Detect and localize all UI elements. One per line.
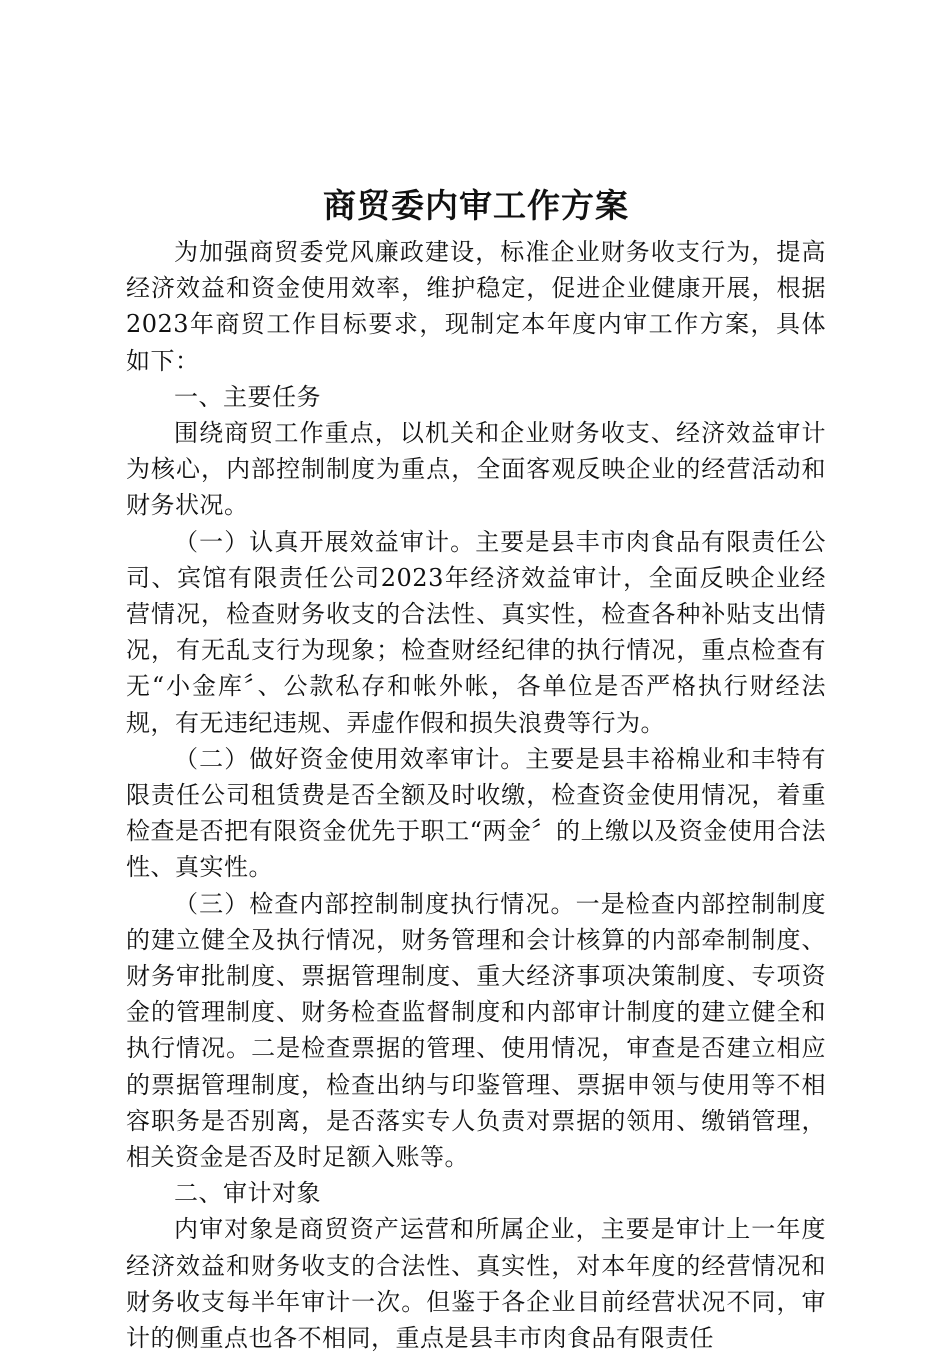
task-item-benefit-audit: （一）认真开展效益审计。主要是县丰市肉食品有限责任公司、宾馆有限责任公司2023年经济效益审计，全面反映企业经营情况，检查财务收支的合法性、真实性，检查各种补贴支出情况，有无乱支行为现象；检查财经纪律的执行情况，重点检查有无“小金库〞、公款私存和帐外帐，各单位是否严格执行财经法规，有无违纪违规、弄虚作假和损失浪费等行为。	[126, 527, 826, 737]
section-heading-main-tasks: 一、主要任务	[174, 382, 321, 411]
document-page	[126, 180, 826, 1356]
task-item-internal-control-check: （三）检查内部控制制度执行情况。一是检查内部控制制度的建立健全及执行情况，财务管理和会计核算的内部牵制制度、财务审批制度、票据管理制度、重大经济事项决策制度、专项资金的管理制度、财务检查监督制度和内部审计制度的建立健全和执行情况。二是检查票据的管理、使用情况，审查是否建立相应的票据管理制度，检查出纳与印鉴管理、票据申领与使用等不相容职务是否别离，是否落实专人负责对票据的领用、缴销管理，相关资金是否及时足额入账等。	[126, 889, 826, 1172]
audit-targets-paragraph: 内审对象是商贸资产运营和所属企业，主要是审计上一年度经济效益和财务收支的合法性、真实性，对本年度的经营情况和财务收支每半年审计一次。但鉴于各企业目前经营状况不同，审计的侧重点也各不相同，重点是县丰市肉食品有限责任	[126, 1215, 826, 1353]
section-heading-audit-targets: 二、审计对象	[174, 1179, 321, 1208]
main-tasks-paragraph: 围绕商贸工作重点，以机关和企业财务收支、经济效益审计为核心，内部控制制度为重点，全面客观反映企业的经营活动和财务状况。	[126, 419, 826, 520]
task-item-fund-efficiency-audit: （二）做好资金使用效率审计。主要是县丰裕棉业和丰特有限责任公司租赁费是否全额及时收缴，检查资金使用情况，着重检查是否把有限资金优先于职工“两金〞的上缴以及资金使用合法性、真实性。	[126, 744, 826, 882]
document-title: 商贸委内审工作方案	[323, 186, 629, 225]
intro-paragraph: 为加强商贸委党风廉政建设，标准企业财务收支行为，提高经济效益和资金使用效率，维护稳定，促进企业健康开展，根据2023年商贸工作目标要求，现制定本年度内审工作方案，具体如下：	[126, 238, 826, 375]
